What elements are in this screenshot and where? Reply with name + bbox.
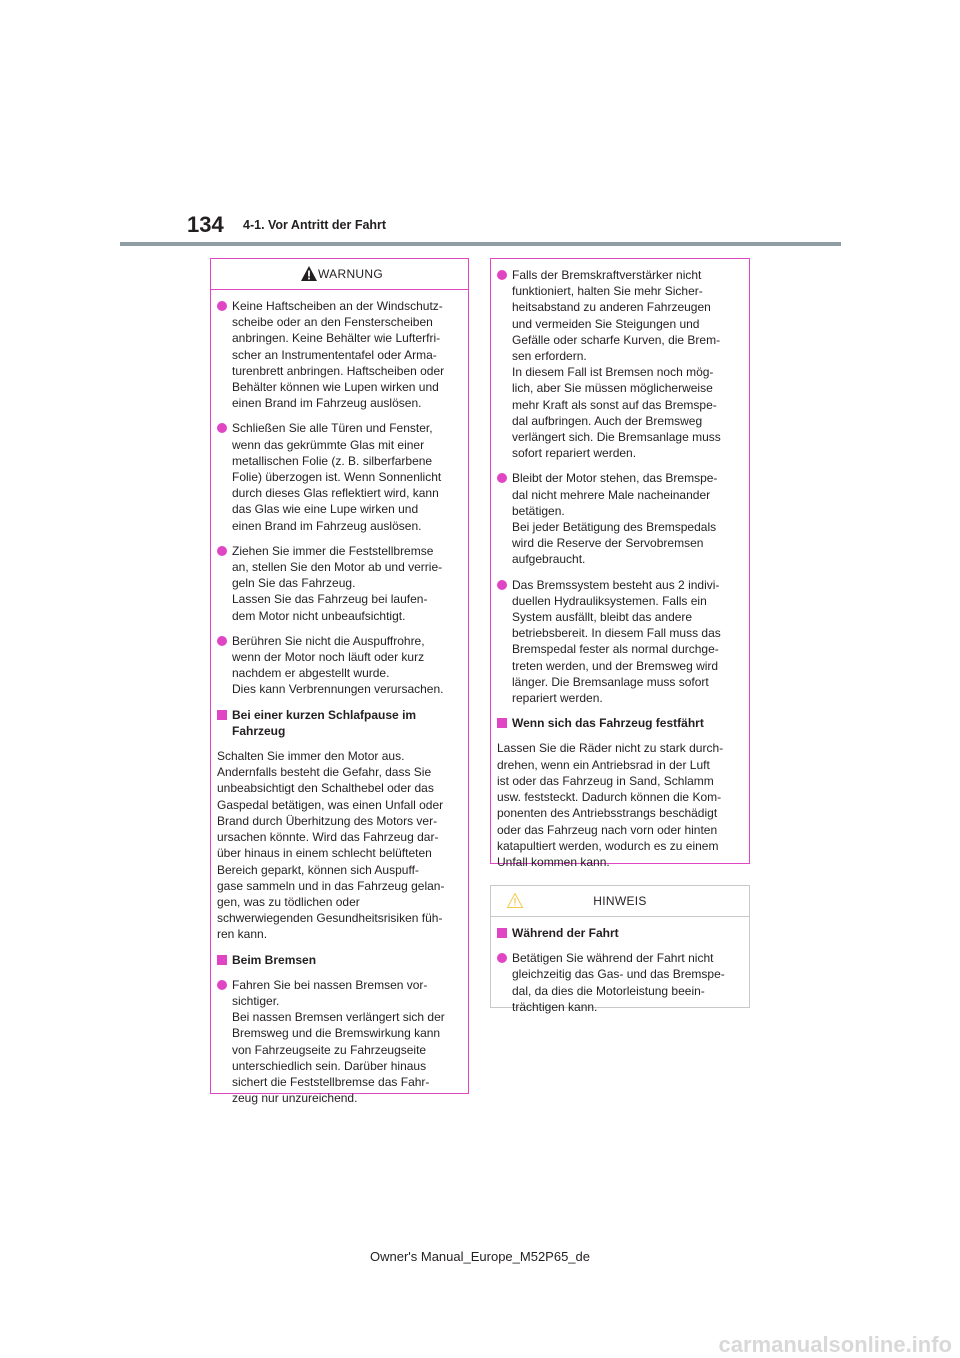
bullet-dot-icon <box>217 301 227 311</box>
text-line: Während der Fahrt <box>512 926 619 940</box>
text-line: lich, aber Sie müssen möglicherweise <box>512 381 713 396</box>
bullet-item <box>217 298 462 411</box>
caution-triangle-icon <box>506 892 524 909</box>
watermark-text: carmanualsonline.info <box>718 1332 952 1357</box>
note-label: HINWEIS <box>593 894 647 908</box>
text-line: Folie) überzogen ist. Wenn Sonnenlicht <box>232 470 442 485</box>
watermark <box>0 1330 960 1358</box>
text-line: Lassen Sie die Räder nicht zu stark durch- <box>497 741 724 756</box>
text-line: scher an Instrumententafel oder Arma- <box>232 347 437 362</box>
text-line: Schließen Sie alle Türen und Fenster, <box>232 421 433 436</box>
square-bullet-icon <box>217 955 227 965</box>
text-line: Berühren Sie nicht die Auspuffrohre, <box>232 633 425 648</box>
text-line: durch dieses Glas reflektiert wird, kann <box>232 486 439 501</box>
text-line: ren kann. <box>217 927 268 942</box>
text-line: dal, da dies die Motorleistung beein- <box>512 983 705 998</box>
text-line: an, stellen Sie den Motor ab und verrie- <box>232 560 443 575</box>
text-line: repariert werden. <box>512 691 603 706</box>
square-bullet-icon <box>497 928 507 938</box>
text-line: treten werden, und der Bremsweg wird <box>512 658 719 673</box>
text-line: Unfall kommen kann. <box>497 854 610 869</box>
text-line: Bereich geparkt, können sich Auspuff- <box>217 862 419 877</box>
text-line: Betätigen Sie während der Fahrt nicht <box>512 951 714 966</box>
text-line: Bei einer kurzen Schlafpause im <box>232 707 417 722</box>
text-line: Andernfalls besteht die Gefahr, dass Sie <box>217 765 432 780</box>
watermark-logo <box>630 1330 960 1358</box>
text-line: Bei nassen Bremsen verlängert sich der <box>232 1010 445 1025</box>
text-line: Das Bremssystem besteht aus 2 indivi- <box>512 577 720 592</box>
text-line: dem Motor nicht unbeaufsichtigt. <box>232 608 406 623</box>
square-bullet-icon <box>217 710 227 720</box>
text-line: betriebsbereit. In diesem Fall muss das <box>512 626 721 641</box>
bullet-item <box>497 470 743 567</box>
warning-box-right <box>490 258 750 869</box>
warning-header <box>211 259 468 290</box>
text-line: heitsabstand zu anderen Fahrzeugen <box>512 300 711 315</box>
text-line: das Glas wie eine Lupe wirken und <box>232 502 419 517</box>
text-line: einen Brand im Fahrzeug auslösen. <box>232 396 422 411</box>
footer-text: Owner's Manual_Europe_M52P65_de <box>369 1249 590 1264</box>
text-line: ist oder das Fahrzeug in Sand, Schlamm <box>497 773 714 788</box>
text-line: Keine Haftscheiben an der Windschutz- <box>232 299 443 313</box>
text-line: metallischen Folie (z. B. silberfarbene <box>232 453 433 468</box>
text-line: unterschiedlich sein. Darüber hinaus <box>232 1058 427 1073</box>
text-line: schwerwiegenden Gesundheitsrisiken füh- <box>217 911 443 926</box>
page-number: 134 <box>187 212 224 237</box>
text-line: gleichzeitig das Gas- und das Bremspe- <box>512 967 725 982</box>
text-line: Lassen Sie das Fahrzeug bei laufen- <box>232 592 428 607</box>
text-line: Gefälle oder scharfe Kurven, die Brem- <box>512 332 721 347</box>
bullet-item <box>217 543 462 624</box>
text-line: sichtiger. <box>232 993 280 1008</box>
text-line: mehr Kraft als sonst auf das Bremspe- <box>512 397 717 412</box>
text-line: unbeabsichtigt den Schalthebel oder das <box>217 781 434 796</box>
text-line: usw. feststeckt. Dadurch können die Kom- <box>497 790 722 805</box>
text-line: länger. Die Bremsanlage muss sofort <box>512 674 709 689</box>
bullet-item <box>497 267 743 461</box>
text-line: dal aufbringen. Auch der Bremsweg <box>512 413 703 428</box>
bullet-dot-icon <box>497 953 507 963</box>
text-line: wenn das gekrümmte Glas mit einer <box>232 437 425 452</box>
text-line: von Fahrzeugseite zu Fahrzeugseite <box>232 1042 427 1057</box>
text-line: ponenten des Antriebsstrangs beschädigt <box>497 806 718 821</box>
bullet-item <box>217 977 462 1107</box>
text-line: wenn der Motor noch läuft oder kurz <box>232 650 425 665</box>
note-body <box>491 917 749 1015</box>
text-line: Bremspedal fester als normal durchge- <box>512 642 719 657</box>
text-line: Wenn sich das Fahrzeug festfährt <box>512 716 704 731</box>
bullet-dot-icon <box>217 636 227 646</box>
subsection-heading <box>497 715 743 731</box>
text-line: Bremsweg und die Bremswirkung kann <box>232 1026 441 1041</box>
text-line: In diesem Fall ist Bremsen noch mög- <box>512 365 714 380</box>
text-line: Fahrzeug <box>232 723 286 738</box>
text-line: zeug nur unzureichend. <box>232 1091 358 1106</box>
text-line: verlängert sich. Die Bremsanlage muss <box>512 430 721 445</box>
bullet-dot-icon <box>497 473 507 483</box>
text-line: System ausfällt, bleibt das andere <box>512 610 693 625</box>
page-header <box>0 0 960 250</box>
bullet-dot-icon <box>217 980 227 990</box>
text-line: gase sammeln und in das Fahrzeug gelan- <box>217 878 445 893</box>
text-line: trächtigen kann. <box>512 999 598 1014</box>
header-rule <box>120 242 841 246</box>
text-line: Behälter können wie Lupen wirken und <box>232 380 439 395</box>
bullet-dot-icon <box>217 423 227 433</box>
text-line: geln Sie das Fahrzeug. <box>232 576 356 591</box>
text-line: sen erfordern. <box>512 349 587 364</box>
warning-box-left <box>210 258 469 1106</box>
text-line: scheibe oder an den Fensterscheiben <box>232 315 433 330</box>
square-bullet-icon <box>497 718 507 728</box>
text-line: betätigen. <box>512 503 565 518</box>
text-line: aufgebraucht. <box>512 552 586 567</box>
warning-label: WARNUNG <box>318 267 383 281</box>
text-line: und vermeiden Sie Steigungen und <box>512 316 700 331</box>
bullet-dot-icon <box>497 580 507 590</box>
text-line: nachdem er abgestellt wurde. <box>232 666 390 681</box>
note-header <box>491 886 749 917</box>
chapter-title: 4-1. Vor Antritt der Fahrt <box>243 218 387 232</box>
text-line: Fahren Sie bei nassen Bremsen vor- <box>232 977 428 992</box>
subsection-heading <box>217 707 462 739</box>
bullet-item <box>217 633 462 698</box>
text-line: ursachen könnte. Wird das Fahrzeug dar- <box>217 830 439 845</box>
subsection-heading <box>497 925 743 941</box>
text-line: dal nicht mehrere Male nacheinander <box>512 487 711 502</box>
text-line: sofort repariert werden. <box>512 446 637 461</box>
text-line: gen, was zu tödlichen oder <box>217 894 360 909</box>
text-line: Beim Bremsen <box>232 952 317 967</box>
warning-body-right <box>491 259 749 870</box>
text-line: Brand durch Überhitzung des Motors ver- <box>217 813 438 828</box>
text-line: duellen Hydrauliksystemen. Falls ein <box>512 593 707 608</box>
text-line: Bei jeder Betätigung des Bremspedals <box>512 520 717 535</box>
text-line: Schalten Sie immer den Motor aus. <box>217 749 405 764</box>
bullet-item <box>217 420 462 533</box>
text-line: Bleibt der Motor stehen, das Bremspe- <box>512 471 718 486</box>
text-line: Ziehen Sie immer die Feststellbremse <box>232 543 434 558</box>
note-box <box>490 885 750 1014</box>
warning-body-left <box>211 290 468 1106</box>
bullet-item <box>497 950 743 1015</box>
text-line: Falls der Bremskraftverstärker nicht <box>512 268 702 282</box>
text-line: drehen, wenn ein Antriebsrad in der Luft <box>497 757 710 772</box>
text-line: über hinaus in einem schlecht belüfteten <box>217 846 432 861</box>
text-line: Dies kann Verbrennungen verursachen. <box>232 682 444 697</box>
text-line: anbringen. Keine Behälter wie Lufterfri- <box>232 331 441 346</box>
text-line: funktioniert, halten Sie mehr Sicher- <box>512 284 703 299</box>
text-line: Gaspedal betätigen, was einen Unfall oder <box>217 797 444 812</box>
bullet-dot-icon <box>217 546 227 556</box>
text-line: einen Brand im Fahrzeug auslösen. <box>232 518 422 533</box>
paragraph <box>217 748 462 942</box>
text-line: turenbrett anbringen. Haftscheiben oder <box>232 363 445 378</box>
text-line: wird die Reserve der Servobremsen <box>512 536 704 551</box>
subsection-heading <box>217 952 462 968</box>
bullet-item <box>497 577 743 707</box>
warning-triangle-icon <box>300 265 318 282</box>
text-line: sichert die Feststellbremse das Fahr- <box>232 1074 430 1089</box>
paragraph <box>497 740 743 870</box>
text-line: katapultiert werden, wodurch es zu einem <box>497 838 719 853</box>
bullet-dot-icon <box>497 270 507 280</box>
text-line: oder das Fahrzeug nach vorn oder hinten <box>497 822 718 837</box>
